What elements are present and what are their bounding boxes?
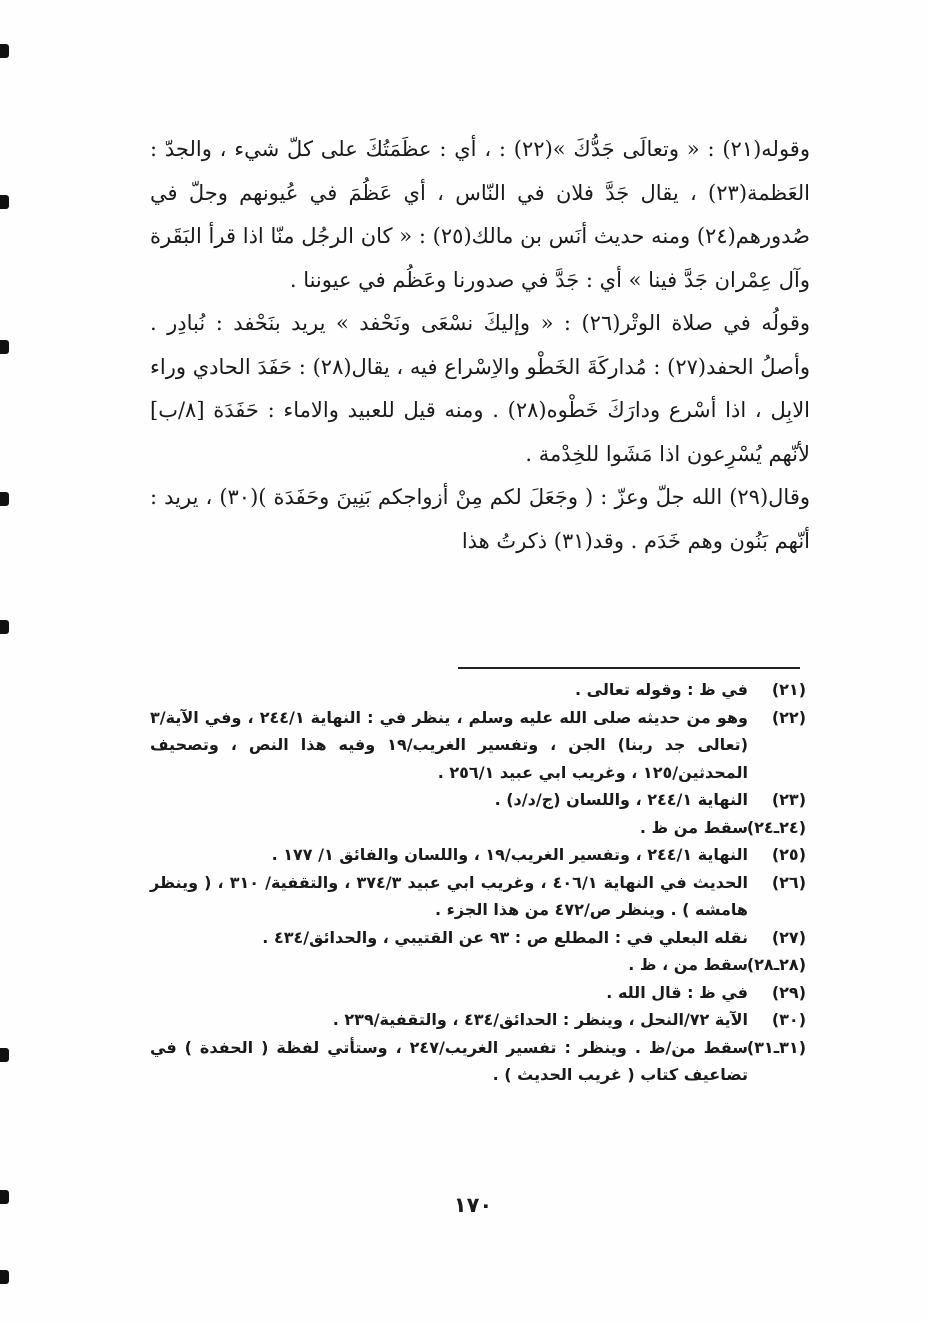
footnote-number: (٢٩) [771,982,806,1002]
footnote-number: (٢٧) [771,927,806,947]
scan-edge-mark [0,492,9,506]
footnote [150,786,806,814]
footnote-text: النهاية ٢٤٤/١ ، وتفسير الغريب/١٩ ، واللسان والفائق ١/ ١٧٧ . [271,845,748,864]
footnote [150,1034,806,1089]
footnote-number: (٢٣) [771,790,806,809]
footnote-text: وهو من حديثه صلى الله عليه وسلم ، ينظر في : النهاية ٢٤٤/١ ، وفي الآية/٣ (تعالى جد ربنا) الجن ، وتفسير الغريب/١٩ وفيه هذا النص ، وتصحيف المحدثين/١٢٥ ، وغريب ابي عبيد ٢٥٦/١ . [150,707,749,782]
footnote [150,841,806,869]
scan-edge-mark [0,620,9,634]
footnote [150,676,806,704]
footnote-text: سقط من/ظ . وينظر : تفسير الغريب/٢٤٧ ، وستأتي لفظة ( الحفدة ) في تضاعيف كتاب ( غريب الحديث ) . [150,1037,749,1084]
footnote-number: (٣١ـ٣١) [746,1037,806,1057]
footnote-text: سقط من ، ظ . [628,955,748,974]
footnote [150,924,806,952]
scan-edge-mark [0,1190,9,1204]
footnote-number: (٢٤ـ٢٤) [746,817,806,837]
paragraph-1: وقوله(٢١) : « وتعالَى جَدُّكَ »(٢٢) : ، أي : عظَمَتُكَ على كلّ شيء ، والجدّ : العَظمة(٢٣) ، يقال جَدَّ فلان في النّاس ، أي عَظُمَ في عُيونهم وجلّ في صُدورهم(٢٤) ومنه حديث أنَس بن مالك(٢٥) : « كان الرجُل منّا اذا قرأ البَقَرة وآل عِمْران جَدَّ فينا » أي : جَدَّ في صدورنا وعَظُم في عيوننا . [150,137,810,292]
scan-edge-mark [0,1270,9,1284]
footnote [150,951,806,979]
footnote-number: (٢٨ـ٢٨) [746,955,806,974]
footnote [150,814,806,842]
footnote [150,979,806,1007]
scan-edge-mark [0,340,9,354]
footnote-text: سقط من ظ . [639,817,748,837]
paragraph-3: وقال(٢٩) الله جلّ وعزّ : ( وجَعَلَ لكم مِنْ أزواجكم بَنِينَ وحَفَدَة )(٣٠) ، يريد : أنّهم بَنُون وهم خَدَم . وقد(٣١) ذكرتُ هذا [150,485,810,553]
scan-edge-mark [0,44,9,58]
footnote [150,704,806,787]
footnote-text: في ظ : قال الله . [606,982,748,1002]
footnote-text: الآية ٧٢/النحل ، وينظر : الحدائق/٤٣٤ ، والتقفية/٢٣٩ . [332,1010,748,1029]
footnote-number: (٢٢) [771,707,806,727]
footnote-text: نقله البعلي في : المطلع ص : ٩٣ عن القتيبي ، والحدائق/٤٣٤ . [262,927,748,947]
paragraph-2: وقولُه في صلاة الوتْر(٢٦) : « وإليكَ نسْعَى ونَحْفد » يريد بنَحْفد : نُبادِر . وأصلُ الحفد(٢٧) : مُداركَةَ الخَطْو والاِسْراع فيه ، يقال(٢٨) : حَفَدَ الحادي وراء الابِل ، اذا أسْرع ودارَكَ خَطْوه(٢٨) . ومنه قيل للعبيد والاماء : حَفَدَة [٨/ب] لأنّهم يُسْرِعون اذا مَشَوا للخِدْمة . [150,311,811,466]
footnote-number: (٢١) [771,680,806,699]
footnote [150,1006,806,1034]
footnote-text: الحديث في النهاية ٤٠٦/١ ، وغريب ابي عبيد ٣٧٤/٣ ، والتقفية/ ٣١٠ ، ( وينظر هامشه ) . وينظر ص/٤٧٢ من هذا الجزء . [150,872,749,919]
scan-edge-mark [0,195,9,209]
footnote-separator [458,667,800,669]
footnote-text: في ظ : وقوله تعالى . [574,680,748,699]
page-number: ١٧٠ [453,1193,493,1217]
scan-edge-mark [0,1048,9,1062]
footnote-number: (٣٠) [771,1010,806,1029]
footnotes [150,676,806,1089]
main-text [150,128,810,563]
footnote-text: النهاية ٢٤٤/١ ، واللسان (ج/د/د) . [494,790,748,809]
footnote [150,869,806,924]
footnote-number: (٢٥) [771,845,806,864]
footnote-number: (٢٦) [771,872,806,892]
